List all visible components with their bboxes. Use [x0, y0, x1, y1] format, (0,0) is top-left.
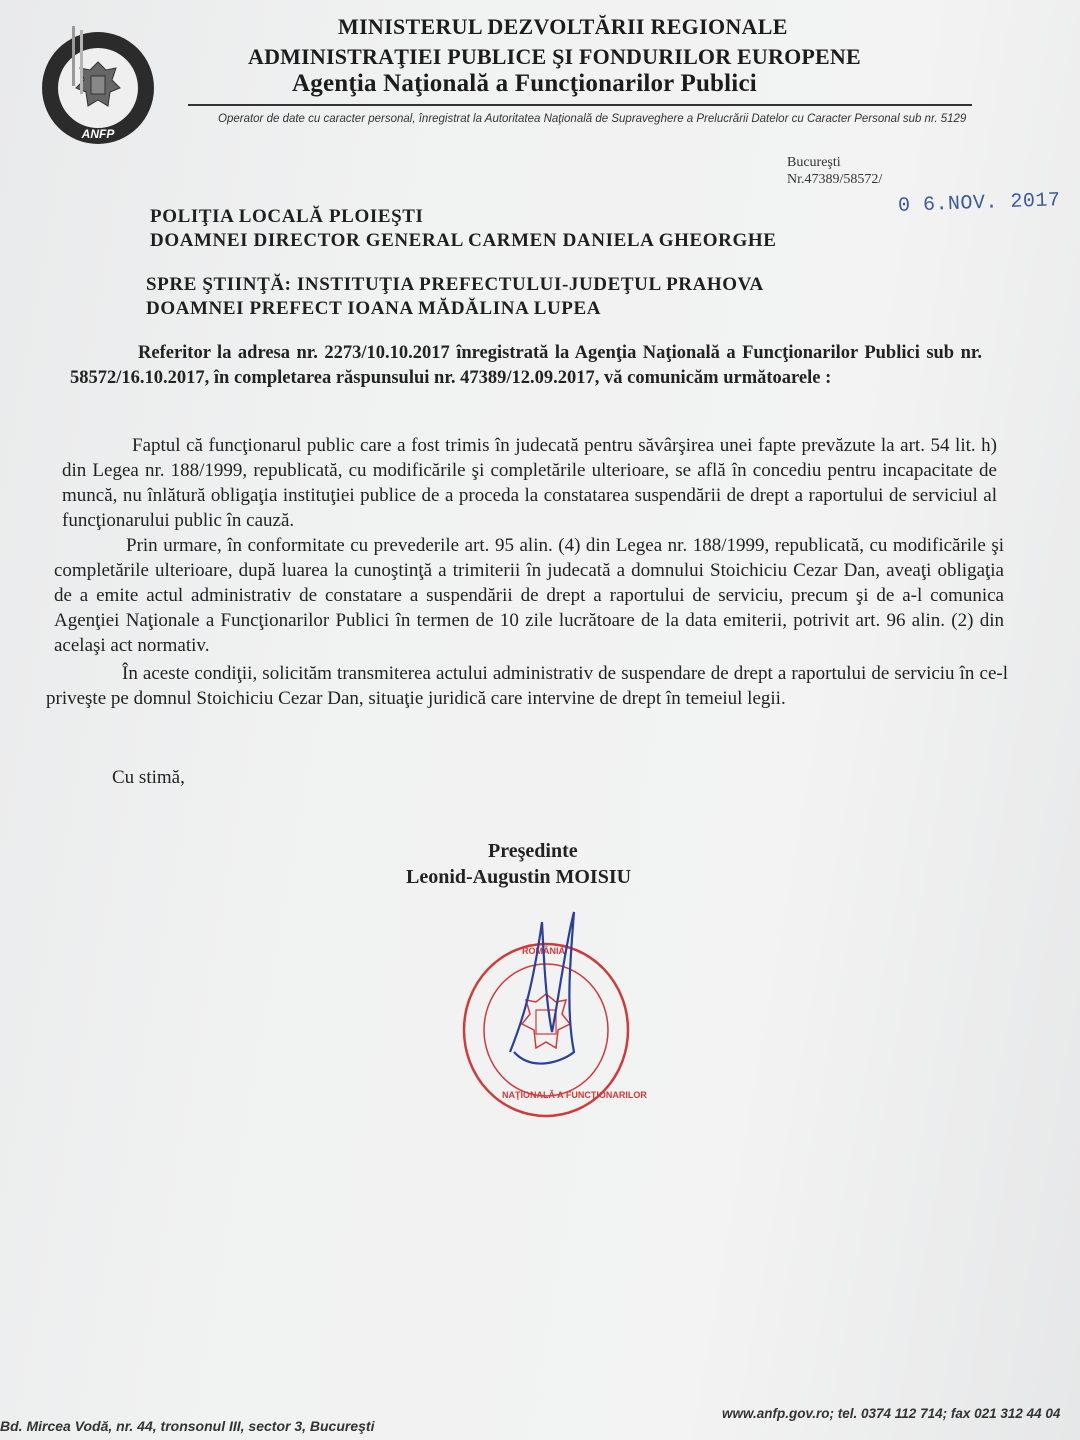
- ministry-line-2: ADMINISTRAŢIEI PUBLICE ŞI FONDURILOR EUROPENE: [248, 44, 861, 69]
- closing: Cu stimă,: [112, 767, 185, 788]
- logo-label: ANFP: [81, 127, 115, 141]
- intro-paragraph: Referitor la adresa nr. 2273/10.10.2017 înregistrată la Agenţia Naţională a Funcţionarilor Publici sub nr. 58572/16.10.2017, în completarea răspunsului nr. 47389/12.09.2017, vă comunicăm următoarele :: [70, 343, 982, 388]
- official-seal-icon: [462, 902, 647, 1118]
- addressee-line-1: POLIŢIA LOCALĂ PLOIEŞTI: [150, 206, 424, 227]
- svg-text:ROMÂNIA: ROMÂNIA: [522, 946, 565, 956]
- addressee-line-2: DOAMNEI DIRECTOR GENERAL CARMEN DANIELA GHEORGHE: [150, 230, 777, 251]
- anfp-logo-icon: [28, 26, 188, 146]
- cc-line-1: SPRE ŞTIINŢĂ: INSTITUŢIA PREFECTULUI-JUDEŢUL PRAHOVA: [146, 274, 764, 295]
- date-stamp: 0 6.NOV. 2017: [897, 189, 1061, 218]
- operator-note: Operator de date cu caracter personal, înregistrat la Autoritatea Naţională de Supraveghere a Prelucrării Datelor cu Caracter Personal sub nr. 5129: [218, 113, 967, 125]
- footer-contact: www.anfp.gov.ro; tel. 0374 112 714; fax 021 312 44 04: [722, 1406, 1061, 1421]
- registration-number: Nr.47389/58572/: [787, 172, 883, 187]
- ministry-line-1: MINISTERUL DEZVOLTĂRII REGIONALE: [338, 14, 788, 39]
- header-divider: [188, 104, 972, 106]
- paragraph-3: În aceste condiţii, solicităm transmiterea actului administrativ de suspendare de drept a raportului de serviciu în ce-l priveşte pe domnul Stoichiciu Cezar Dan, situaţie juridică care intervine de drept în temeiul legii.: [46, 663, 1008, 709]
- signatory-name: Leonid-Augustin MOISIU: [406, 866, 632, 888]
- svg-text:NAŢIONALĂ A FUNCŢIONARILOR: NAŢIONALĂ A FUNCŢIONARILOR: [502, 1090, 647, 1100]
- signatory-title: Preşedinte: [488, 840, 578, 862]
- footer-address: Bd. Mircea Vodă, nr. 44, tronsonul III, sector 3, Bucureşti: [0, 1418, 375, 1434]
- agency-name: Agenţia Naţională a Funcţionarilor Publici: [292, 70, 757, 97]
- city: Bucureşti: [787, 155, 841, 170]
- paragraph-1: Faptul că funcţionarul public care a fost trimis în judecată pentru săvârşirea unei fapte prevăzute la art. 54 lit. h) din Legea nr. 188/1999, republicată, cu modificările şi completările ulterioare, se află în concediu pentru incapacitate de muncă, nu înlătură obligaţia instituţiei publice de a proceda la constatarea suspendării de drept a raportului de serviciul al funcţionarului public în cauză.: [62, 435, 997, 531]
- cc-line-2: DOAMNEI PREFECT IOANA MĂDĂLINA LUPEA: [146, 298, 602, 319]
- paragraph-2: Prin urmare, în conformitate cu prevederile art. 95 alin. (4) din Legea nr. 188/1999, republicată, cu modificările şi completările ulterioare, după luarea la cunoştinţă a trimiterii în judecată a domnului Stoichiciu Cezar Dan, aveaţi obligaţia de a emite actul administrativ de constatare a suspendării de drept a raportului de serviciu, precum şi de a-l comunica Agenţiei Naţionale a Funcţionarilor Publici în termen de 10 zile lucrătoare de la data emiterii, potrivit art. 96 alin. (2) din acelaşi act normativ.: [54, 535, 1004, 656]
